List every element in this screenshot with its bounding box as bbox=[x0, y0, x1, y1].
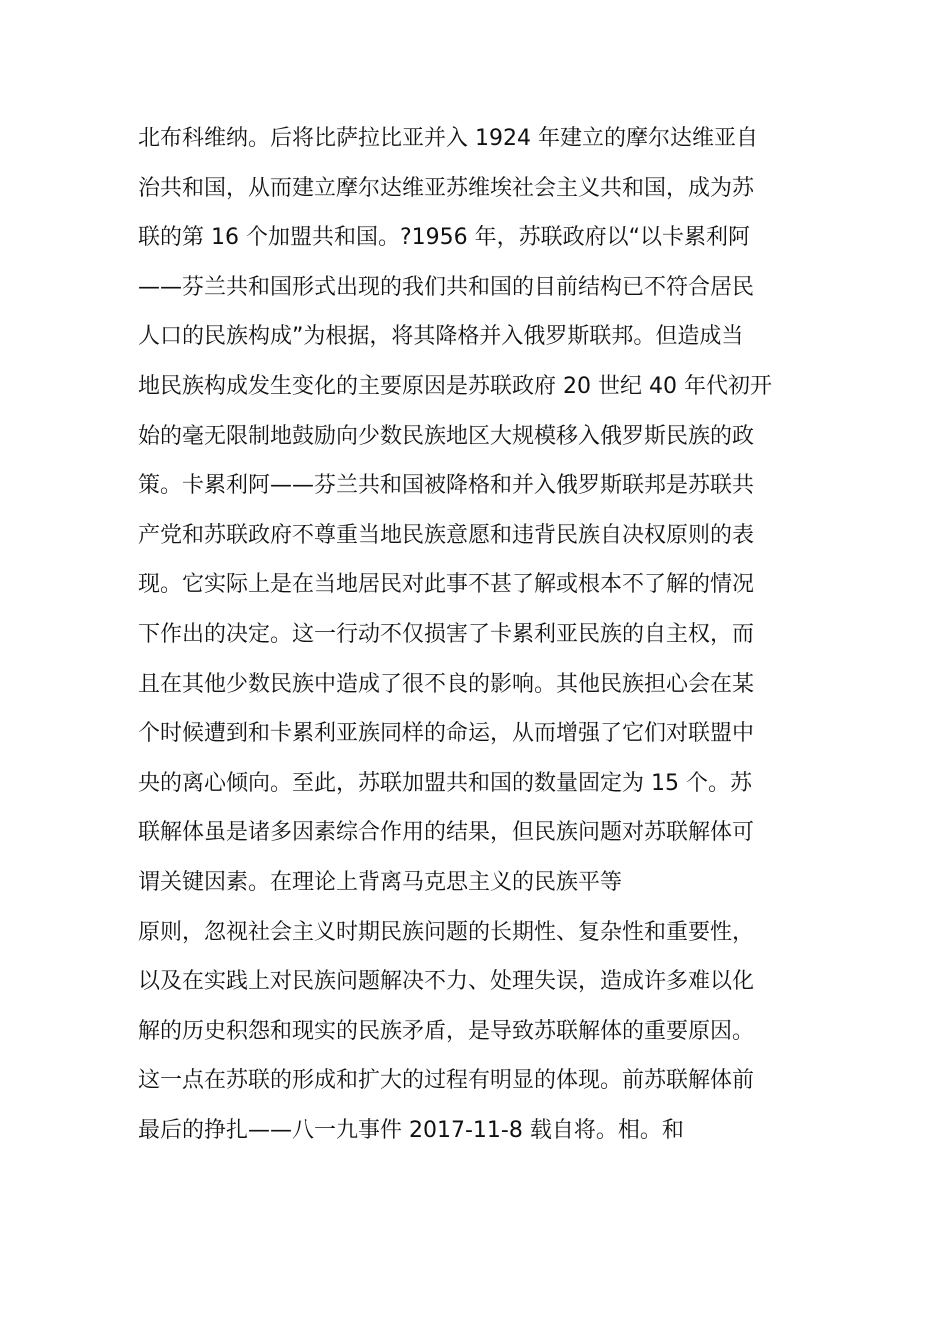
text-line: 最后的挣扎——八一九事件 2017-11-8 载自将。相。和 bbox=[138, 1117, 684, 1143]
text-line: 北布科维纳。后将比萨拉比亚并入 1924 年建立的摩尔达维亚自 bbox=[138, 126, 758, 151]
text-line: 联的第 16 个加盟共和国。?1956 年，苏联政府以“以卡累利阿 bbox=[138, 225, 751, 251]
text-line: 这一点在苏联的形成和扩大的过程有明显的体现。前苏联解体前 bbox=[138, 1068, 755, 1094]
text-line: 产党和苏联政府不尊重当地民族意愿和违背民族自决权原则的表 bbox=[138, 522, 755, 548]
text-line: 人口的民族构成”为根据，将其降格并入俄罗斯联邦。但造成当 bbox=[138, 324, 744, 350]
text-line: 央的离心倾向。至此，苏联加盟共和国的数量固定为 15 个。苏 bbox=[138, 770, 752, 796]
text-line: 解的历史积怨和现实的民族矛盾，是导致苏联解体的重要原因。 bbox=[138, 1018, 755, 1044]
text-line: 且在其他少数民族中造成了很不良的影响。其他民族担心会在某 bbox=[138, 671, 755, 697]
text-line: 地民族构成发生变化的主要原因是苏联政府 20 世纪 40 年代初开 bbox=[138, 373, 772, 399]
body-text bbox=[138, 114, 818, 1155]
text-line: 下作出的决定。这一行动不仅损害了卡累利亚民族的自主权，而 bbox=[138, 621, 755, 647]
text-line: 联解体虽是诸多因素综合作用的结果，但民族问题对苏联解体可 bbox=[138, 820, 755, 846]
text-line: 个时候遭到和卡累利亚族同样的命运，从而增强了它们对联盟中 bbox=[138, 721, 755, 747]
text-line: ——芬兰共和国形式出现的我们共和国的目前结构已不符合居民 bbox=[138, 274, 755, 300]
text-line: 原则，忽视社会主义时期民族问题的长期性、复杂性和重要性， bbox=[138, 919, 755, 945]
text-line: 治共和国，从而建立摩尔达维亚苏维埃社会主义共和国，成为苏 bbox=[138, 175, 755, 201]
text-line: 策。卡累利阿——芬兰共和国被降格和并入俄罗斯联邦是苏联共 bbox=[138, 473, 755, 499]
text-line: 始的毫无限制地鼓励向少数民族地区大规模移入俄罗斯民族的政 bbox=[138, 423, 755, 449]
text-line: 谓关键因素。在理论上背离马克思主义的民族平等 bbox=[138, 869, 623, 895]
text-line: 以及在实践上对民族问题解决不力、处理失误，造成许多难以化 bbox=[138, 969, 755, 995]
text-line: 现。它实际上是在当地居民对此事不甚了解或根本不了解的情况 bbox=[138, 572, 755, 598]
